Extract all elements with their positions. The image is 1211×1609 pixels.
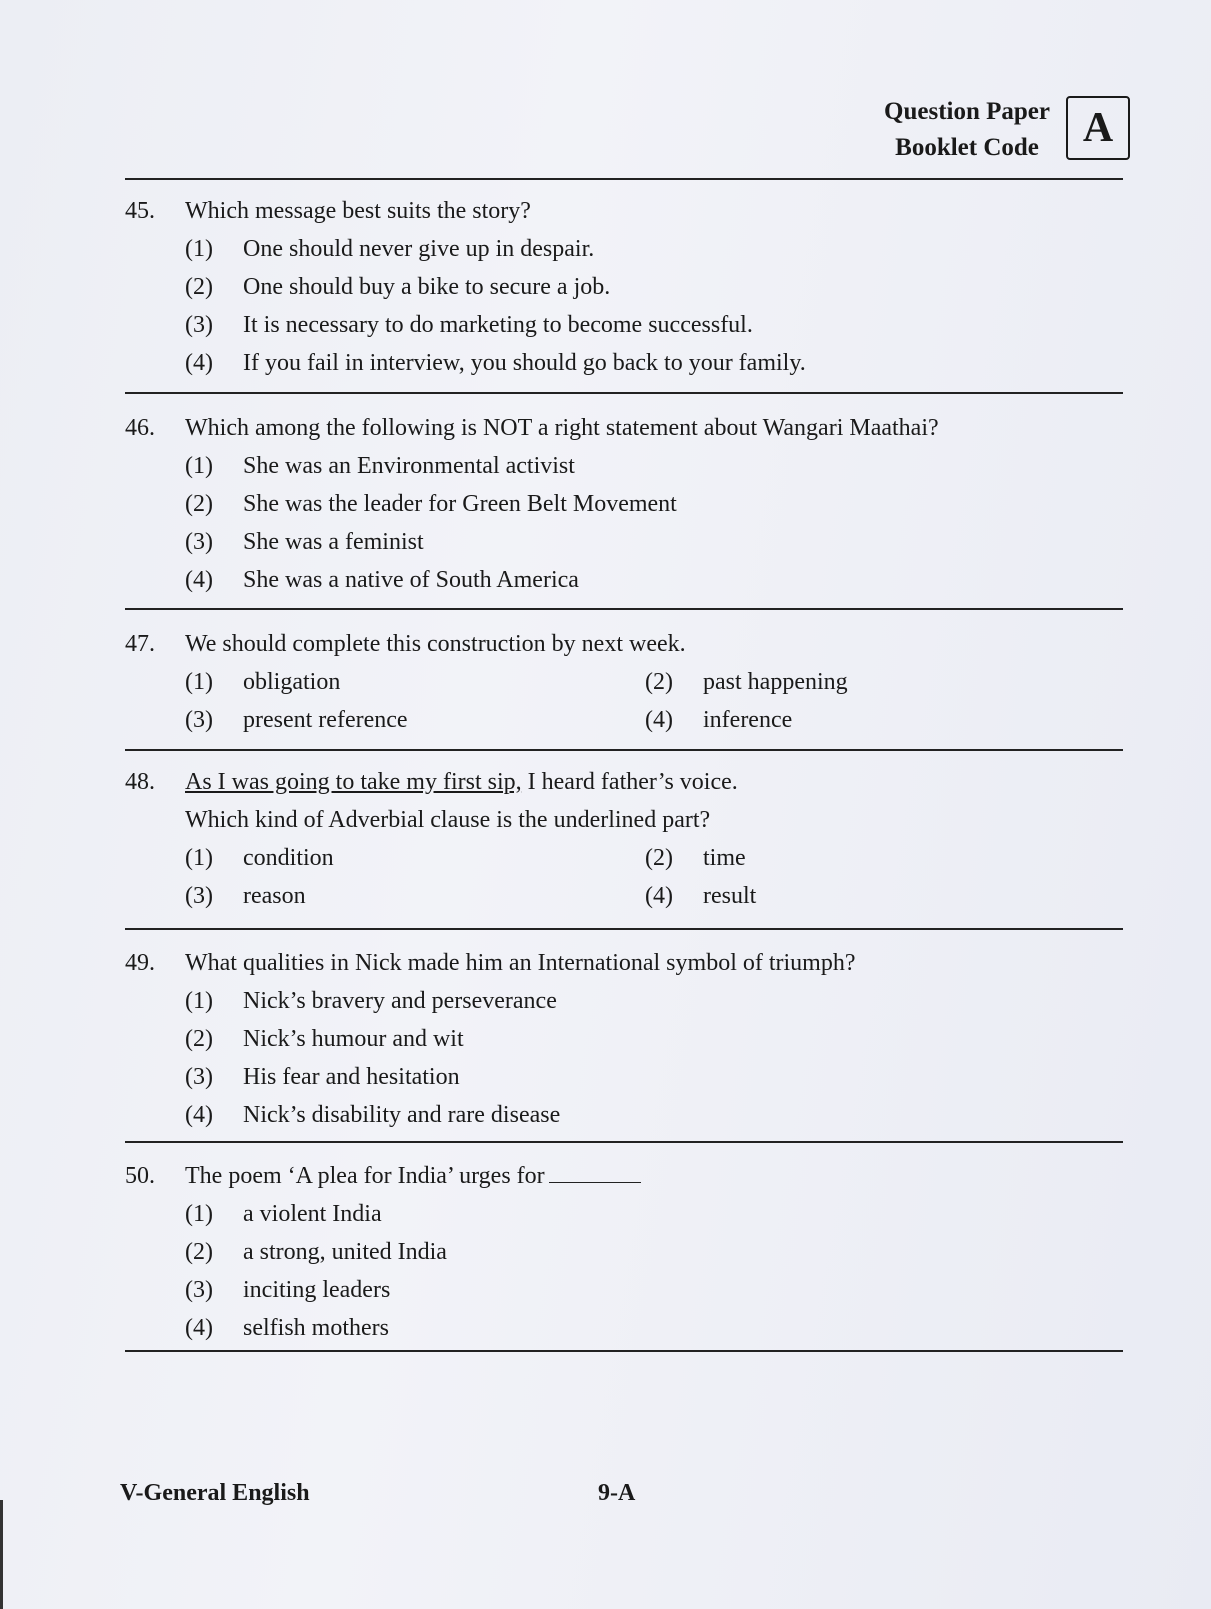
option-4 — [645, 701, 1045, 739]
option-2 — [185, 1233, 1125, 1271]
question-number: 48. — [125, 768, 155, 795]
question-number: 47. — [125, 630, 155, 657]
question-48 — [125, 763, 1125, 915]
option-label: (4) — [185, 1101, 213, 1128]
question-49 — [125, 944, 1125, 1134]
option-2 — [185, 1020, 1125, 1058]
option-text: condition — [243, 844, 334, 871]
option-label: (4) — [185, 349, 213, 376]
option-label: (4) — [185, 1314, 213, 1341]
option-text: She was an Environmental activist — [243, 452, 575, 479]
option-label: (2) — [185, 1025, 213, 1052]
question-number: 45. — [125, 197, 155, 224]
option-2 — [645, 663, 1045, 701]
divider-rule — [125, 749, 1123, 751]
header-line-1: Question Paper — [884, 98, 1050, 125]
option-grid — [185, 839, 1125, 915]
option-grid — [185, 663, 1125, 739]
option-label: (2) — [185, 490, 213, 517]
option-label: (4) — [185, 566, 213, 593]
question-text: What qualities in Nick made him an International symbol of triumph? — [185, 949, 856, 976]
option-text: Nick’s bravery and perseverance — [243, 987, 557, 1014]
divider-rule — [125, 1350, 1123, 1352]
option-3 — [185, 1271, 1125, 1309]
option-4 — [185, 1309, 1125, 1347]
option-3 — [185, 306, 1125, 344]
question-text — [185, 1162, 1125, 1190]
question-number: 49. — [125, 949, 155, 976]
option-1 — [185, 1195, 1125, 1233]
question-46 — [125, 409, 1125, 599]
option-text: inference — [703, 706, 793, 733]
option-text: She was the leader for Green Belt Movement — [243, 490, 677, 517]
option-4 — [185, 561, 1125, 599]
option-label: (2) — [645, 668, 673, 695]
booklet-code-header — [840, 94, 1130, 164]
option-label: (3) — [185, 1063, 213, 1090]
option-text: past happening — [703, 668, 848, 695]
option-text: One should never give up in despair. — [243, 235, 595, 262]
option-text: She was a feminist — [243, 528, 424, 555]
booklet-code-box: A — [1066, 96, 1130, 160]
option-label: (1) — [185, 1200, 213, 1227]
option-3 — [185, 877, 645, 915]
option-1 — [185, 230, 1125, 268]
option-label: (4) — [645, 706, 673, 733]
question-text: We should complete this construction by next week. — [185, 630, 686, 657]
option-text: reason — [243, 882, 306, 909]
option-text: result — [703, 882, 757, 909]
question-47 — [125, 625, 1125, 739]
divider-rule — [125, 178, 1123, 180]
option-3 — [185, 1058, 1125, 1096]
question-45 — [125, 192, 1125, 382]
option-2 — [185, 268, 1125, 306]
option-text: a violent India — [243, 1200, 382, 1227]
option-label: (2) — [185, 1238, 213, 1265]
option-text: Nick’s disability and rare disease — [243, 1101, 561, 1128]
question-subtext: Which kind of Adverbial clause is the underlined part? — [185, 806, 711, 833]
option-text: inciting leaders — [243, 1276, 391, 1303]
question-text: Which message best suits the story? — [185, 197, 531, 224]
question-text-main: The poem ‘A plea for India’ urges for — [185, 1163, 545, 1189]
option-2 — [185, 485, 1125, 523]
option-label: (1) — [185, 844, 213, 871]
option-text: obligation — [243, 668, 341, 695]
option-2 — [645, 839, 1045, 877]
option-label: (3) — [185, 311, 213, 338]
option-3 — [185, 701, 645, 739]
option-label: (4) — [645, 882, 673, 909]
option-label: (1) — [185, 668, 213, 695]
footer-subject: V-General English — [120, 1480, 310, 1506]
question-50 — [125, 1157, 1125, 1347]
option-text: Nick’s humour and wit — [243, 1025, 464, 1052]
option-text: a strong, united India — [243, 1238, 447, 1265]
page-edge-mark — [0, 1500, 3, 1609]
option-label: (3) — [185, 706, 213, 733]
option-4 — [645, 877, 1045, 915]
option-label: (3) — [185, 882, 213, 909]
question-number: 50. — [125, 1162, 155, 1189]
option-text: She was a native of South America — [243, 566, 579, 593]
option-1 — [185, 663, 645, 701]
option-text: present reference — [243, 706, 408, 733]
answer-blank — [549, 1162, 641, 1183]
header-line-2: Booklet Code — [895, 134, 1039, 161]
option-text: time — [703, 844, 746, 871]
option-text: One should buy a bike to secure a job. — [243, 273, 611, 300]
option-label: (1) — [185, 452, 213, 479]
booklet-code-label — [884, 94, 1050, 166]
option-1 — [185, 447, 1125, 485]
question-text: Which among the following is NOT a right statement about Wangari Maathai? — [185, 414, 939, 441]
option-label: (3) — [185, 528, 213, 555]
option-text: selfish mothers — [243, 1314, 389, 1341]
option-1 — [185, 839, 645, 877]
option-4 — [185, 344, 1125, 382]
divider-rule — [125, 392, 1123, 394]
option-text: If you fail in interview, you should go back to your family. — [243, 349, 806, 376]
option-label: (2) — [645, 844, 673, 871]
option-label: (2) — [185, 273, 213, 300]
option-text: His fear and hesitation — [243, 1063, 460, 1090]
divider-rule — [125, 608, 1123, 610]
option-label: (1) — [185, 235, 213, 262]
underlined-clause: As I was going to take my first sip, — [185, 768, 522, 795]
question-number: 46. — [125, 414, 155, 441]
option-label: (1) — [185, 987, 213, 1014]
question-text-rest: I heard father’s voice. — [521, 768, 738, 795]
divider-rule — [125, 928, 1123, 930]
divider-rule — [125, 1141, 1123, 1143]
option-1 — [185, 982, 1125, 1020]
question-text — [185, 769, 1125, 796]
option-label: (3) — [185, 1276, 213, 1303]
option-3 — [185, 523, 1125, 561]
option-4 — [185, 1096, 1125, 1134]
footer-page-number: 9-A — [598, 1480, 636, 1506]
option-text: It is necessary to do marketing to become successful. — [243, 311, 753, 338]
